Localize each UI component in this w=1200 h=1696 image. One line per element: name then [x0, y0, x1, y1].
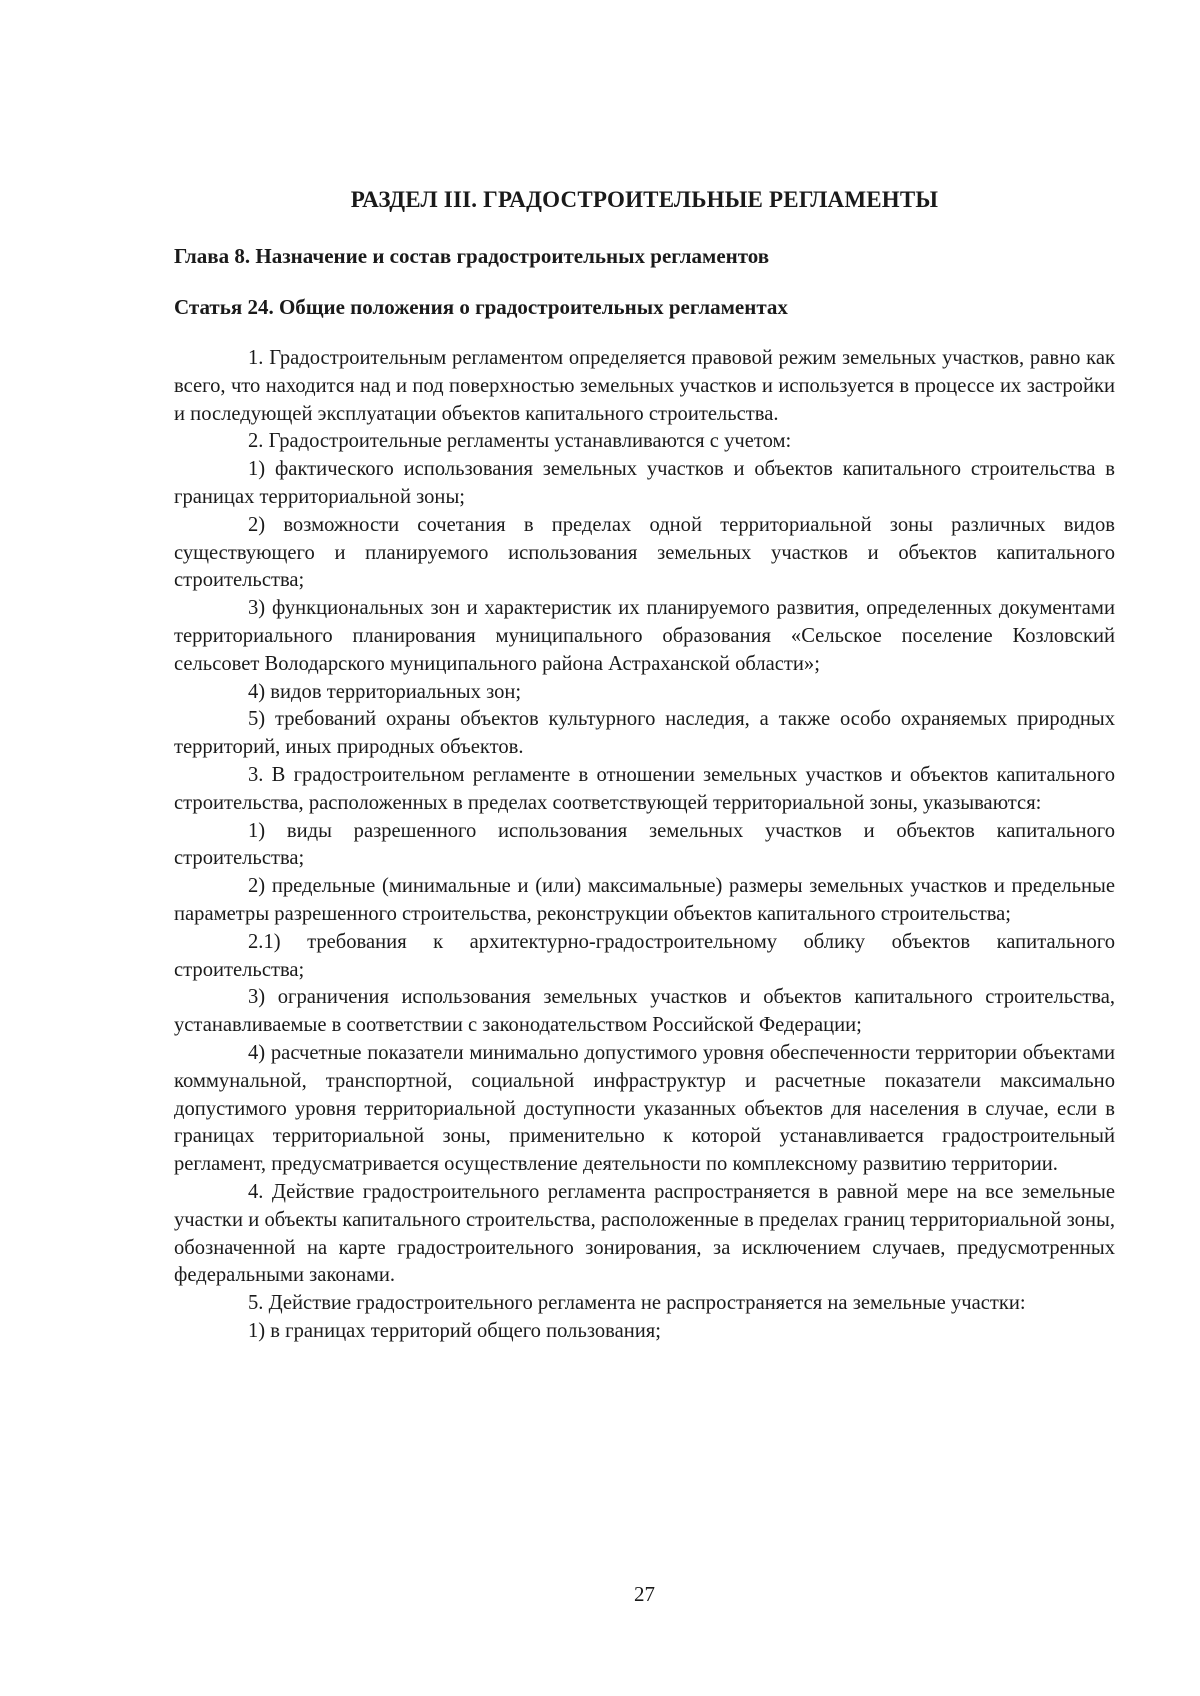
paragraph: 5. Действие градостроительного регламента не распространяется на земельные участки:	[248, 1292, 1026, 1315]
article-body	[174, 345, 1115, 1346]
paragraph: 3. В градостроительном регламенте в отношении земельных участков и объектов капитального строительства, расположенных в пределах соответствующей территориальной зоны, указываются:	[174, 763, 1115, 814]
paragraph: 3) ограничения использования земельных участков и объектов капитального строительства, устанавливаемые в соответствии с законодательством Российской Федерации;	[174, 986, 1115, 1037]
paragraph: 2) предельные (минимальные и (или) максимальные) размеры земельных участков и предельные параметры разрешенного строительства, реконструкции объектов капитального строительства;	[174, 875, 1115, 925]
paragraph: 3) функциональных зон и характеристик их планируемого развития, определенных документами территориального планирования муниципального образования «Сельское поселение Козловский сельсовет Володарского муниципального района Астраханской области»;	[174, 597, 1115, 675]
page-number: 27	[634, 1582, 655, 1606]
paragraph: 1) виды разрешенного использования земельных участков и объектов капитального строительства;	[174, 819, 1115, 870]
section-title: РАЗДЕЛ III. ГРАДОСТРОИТЕЛЬНЫЕ РЕГЛАМЕНТЫ	[350, 187, 939, 212]
article-title: Статья 24. Общие положения о градостроительных регламентах	[174, 295, 788, 319]
paragraph: 5) требований охраны объектов культурного наследия, а также особо охраняемых природных территорий, иных природных объектов.	[174, 708, 1115, 759]
paragraph: 2) возможности сочетания в пределах одной территориальной зоны различных видов существующего и планируемого использования земельных участков и объектов капитального строительства;	[174, 513, 1115, 592]
paragraph: 1. Градостроительным регламентом определяется правовой режим земельных участков, равно как всего, что находится над и под поверхностью земельных участков и используется в процессе их застройки и последующей эксплуатации объектов капитального строительства.	[174, 347, 1115, 425]
paragraph: 4. Действие градостроительного регламента распространяется в равной мере на все земельные участки и объекты капитального строительства, расположенные в пределах границ территориальной зоны, обозначенной на карте градостроительного зонирования, за исключением случаев, предусмотренных федеральными законами.	[174, 1180, 1115, 1287]
paragraph: 4) расчетные показатели минимально допустимого уровня обеспеченности территории объектами коммунальной, транспортной, социальной инфраструктур и расчетные показатели максимально допустимого уровня территориальной доступности указанных объектов для населения в случае, если в границах территориальной зоны, применительно к которой устанавливается градостроительный регламент, предусматривается осуществление деятельности по комплексному развитию территории.	[174, 1041, 1115, 1176]
document-page	[174, 0, 1115, 1696]
paragraph: 1) фактического использования земельных участков и объектов капитального строительства в границах территориальной зоны;	[174, 458, 1115, 508]
chapter-title: Глава 8. Назначение и состав градостроительных регламентов	[174, 244, 770, 268]
paragraph: 2. Градостроительные регламенты устанавливаются с учетом:	[248, 430, 792, 453]
paragraph: 2.1) требования к архитектурно-градостроительному облику объектов капитального строительства;	[174, 930, 1115, 981]
paragraph: 1) в границах территорий общего пользования;	[248, 1319, 661, 1342]
paragraph: 4) видов территориальных зон;	[248, 680, 522, 703]
